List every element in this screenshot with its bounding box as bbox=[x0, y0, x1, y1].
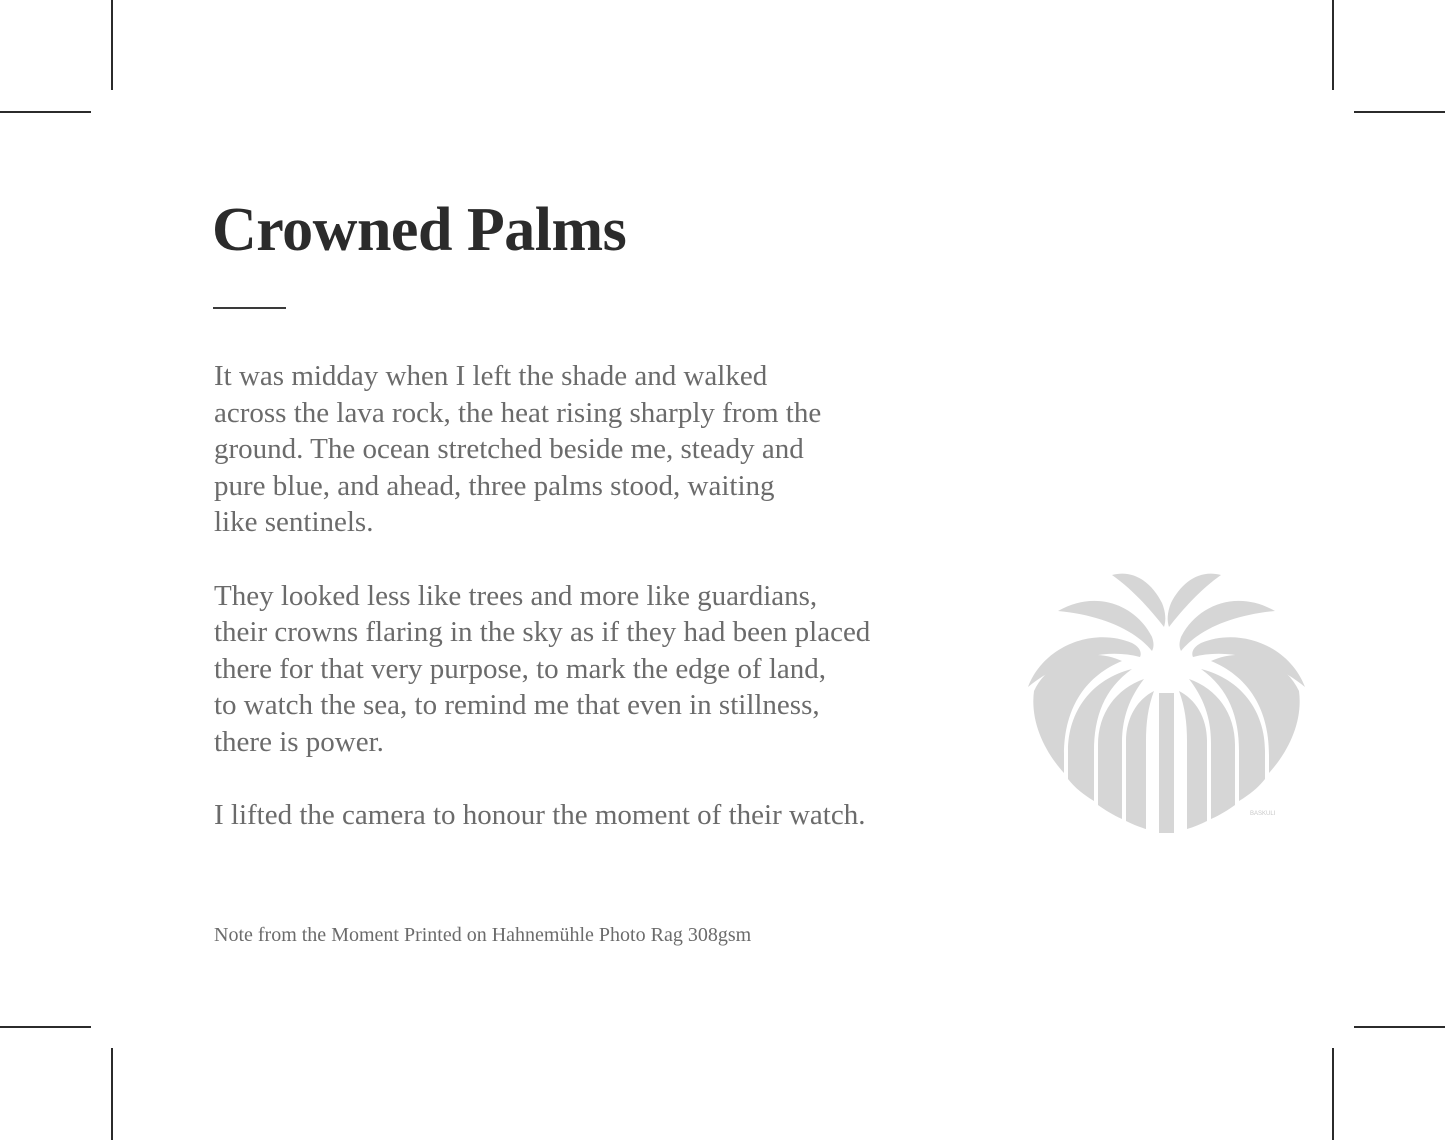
crop-mark-bottom-right-vertical bbox=[1332, 1048, 1334, 1140]
story-line: ground. The ocean stretched beside me, steady and bbox=[214, 433, 804, 466]
page-title: Crowned Palms bbox=[212, 196, 627, 264]
crop-mark-top-right-vertical bbox=[1332, 0, 1334, 90]
logo-mark-text: BASKULI bbox=[1250, 811, 1276, 817]
story-line: their crowns flaring in the sky as if they had been placed bbox=[214, 616, 871, 649]
crop-mark-top-left-horizontal bbox=[0, 111, 91, 113]
story-line: across the lava rock, the heat rising sharply from the bbox=[214, 396, 822, 429]
story-line: It was midday when I left the shade and walked bbox=[214, 360, 768, 392]
story-line: like sentinels. bbox=[214, 506, 374, 539]
crop-mark-bottom-right-horizontal bbox=[1354, 1026, 1445, 1028]
story-line: there for that very purpose, to mark the edge of land, bbox=[214, 652, 827, 685]
crop-mark-bottom-left-vertical bbox=[111, 1048, 113, 1140]
crop-mark-top-right-horizontal bbox=[1354, 111, 1445, 113]
palm-tree-logo-icon bbox=[1024, 565, 1309, 840]
story-line: to watch the sea, to remind me that even in stillness, bbox=[214, 689, 820, 722]
story-paragraph bbox=[214, 358, 1004, 541]
story-paragraph bbox=[214, 797, 1004, 834]
story-line: pure blue, and ahead, three palms stood, waiting bbox=[214, 469, 775, 502]
story-body bbox=[214, 358, 1004, 870]
crop-mark-bottom-left-horizontal bbox=[0, 1026, 91, 1028]
story-line: I lifted the camera to honour the moment of their watch. bbox=[214, 799, 866, 832]
story-line: They looked less like trees and more like guardians, bbox=[214, 579, 818, 612]
crop-mark-top-left-vertical bbox=[111, 0, 113, 90]
story-paragraph bbox=[214, 578, 1004, 761]
title-divider bbox=[213, 307, 286, 309]
story-line: there is power. bbox=[214, 725, 384, 758]
print-note: Note from the Moment Printed on Hahnemühle Photo Rag 308gsm bbox=[214, 924, 752, 946]
